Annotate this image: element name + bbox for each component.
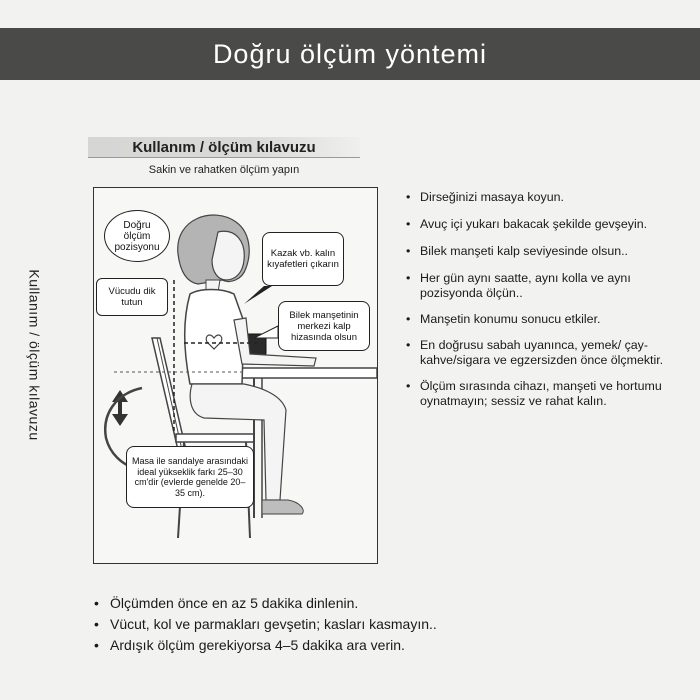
tip-text: Dirseğinizi masaya koyun. [420,190,564,204]
bullet-icon: • [94,637,99,653]
tip-item [406,217,696,232]
bullet-icon: • [406,190,411,204]
side-label [25,260,45,450]
bullet-icon: • [406,312,411,326]
tip-text: En doğrusu sabah uyanınca, yemek/ çay-kahve/sigara ve egzersizden önce ölçmektir. [420,338,664,367]
bullet-icon: • [406,244,411,258]
bullet-icon: • [406,338,411,352]
bullet-icon: • [94,595,99,611]
tip-text: Manşetin konumu sonucu etkiler. [420,312,601,326]
guide-tab-label: Kullanım / ölçüm kılavuzu [88,137,360,158]
note-text: Ardışık ölçüm gerekiyorsa 4–5 dakika ara verin. [110,637,405,653]
note-text: Ölçümden önce en az 5 dakika dinlenin. [110,595,359,611]
callout-body-straight: Vücudu dik tutun [96,278,168,316]
page-title: Doğru ölçüm yöntemi [0,28,700,80]
tip-item [406,190,696,205]
guide-subtitle: Sakin ve rahatken ölçüm yapın [148,164,300,176]
bullet-icon: • [406,271,411,285]
callout-correct-position: Doğru ölçüm pozisyonu [104,210,170,262]
callout-remove-clothing: Kazak vb. kalın kıyafetleri çıkarın [262,232,344,286]
bullet-icon: • [406,217,411,231]
note-text: Vücut, kol ve parmakları gevşetin; kasları kasmayın.. [110,616,437,632]
bullet-icon: • [406,379,411,393]
tip-text: Ölçüm sırasında cihazı, manşeti ve hortumu oynatmayın; sessiz ve rahat kalın. [420,379,662,408]
callout-cuff-heart-level: Bilek manşetinin merkezi kalp hizasında olsun [278,301,370,351]
tip-item [406,244,696,259]
posture-illustration [93,187,378,564]
note-item [94,614,694,635]
side-label-text: Kullanım / ölçüm kılavuzu [27,269,44,441]
callout-table-chair-height: Masa ile sandalye arasındaki ideal yükseklik farkı 25–30 cm'dir (evlerde genelde 20–35 cm). [126,446,254,508]
notes-list [94,593,694,656]
tip-item [406,312,696,327]
bullet-icon: • [94,616,99,632]
note-item [94,635,694,656]
tip-text: Avuç içi yukarı bakacak şekilde gevşeyin. [420,217,648,231]
tips-list [406,190,696,409]
note-item [94,593,694,614]
tip-item [406,379,696,409]
tip-item [406,338,696,368]
tip-text: Bilek manşeti kalp seviyesinde olsun.. [420,244,628,258]
tip-item [406,271,696,301]
tip-text: Her gün aynı saatte, aynı kolla ve aynı pozisyonda ölçün.. [420,271,631,300]
